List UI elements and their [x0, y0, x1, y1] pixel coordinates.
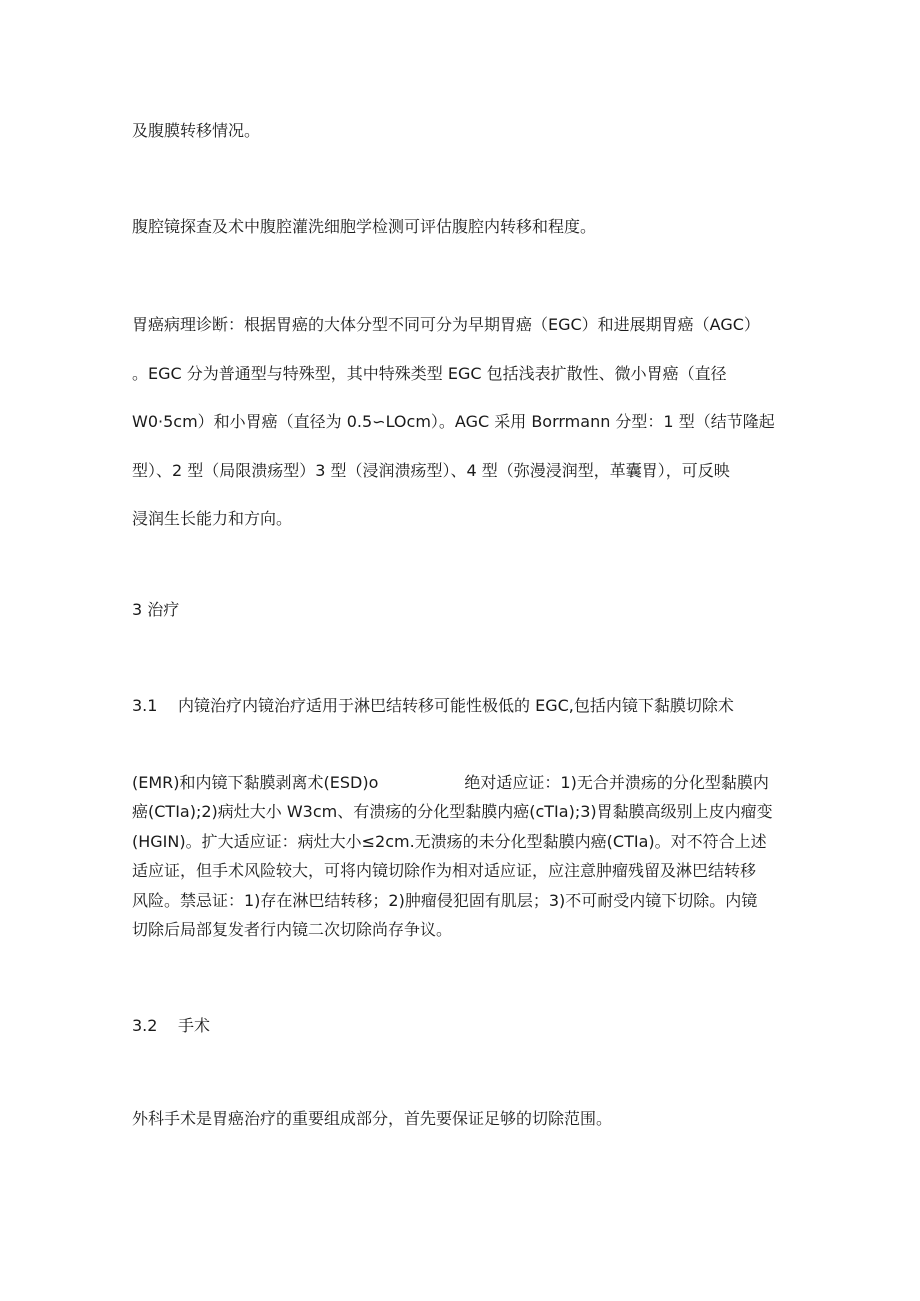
- paragraph-endoscopic-indications: [132, 771, 773, 947]
- text-line: 风险。禁忌证：1)存在淋巴结转移；2)肿瘤侵犯固有肌层；3)不可耐受内镜下切除。内镜: [132, 890, 758, 910]
- text-line: 胃癌病理诊断：根据胃癌的大体分型不同可分为早期胃癌（EGC）和进展期胃癌（AGC）: [132, 315, 760, 334]
- text-line: 适应证，但手术风险较大，可将内镜切除作为相对适应证，应注意肿瘤残留及淋巴结转移: [132, 861, 757, 881]
- text-line: [132, 771, 773, 800]
- text-segment: 绝对适应证：1)无合并溃疡的分化型黏膜内: [464, 773, 769, 792]
- text-segment: (EMR)和内镜下黏膜剥离术(ESD)o: [132, 773, 379, 792]
- section-number: 3.1: [132, 696, 158, 715]
- text-line: 切除后局部复发者行内镜二次切除尚存争议。: [132, 919, 453, 939]
- paragraph-surgery: 外科手术是胃癌治疗的重要组成部分，首先要保证足够的切除范围。: [132, 1109, 613, 1128]
- section-text: 手术: [178, 1016, 211, 1035]
- text-line: W0·5cm）和小胃癌（直径为 0.5∽LOcm）。AGC 采用 Borrmann 分型：1 型（结节隆起: [132, 412, 775, 432]
- section-heading-endoscopic-treatment: [132, 693, 734, 716]
- text-line: (HGIN)。扩大适应证：病灶大小≤2cm.无溃疡的未分化型黏膜内癌(CTIa)。对不符合上述: [132, 831, 767, 851]
- section-text: 内镜治疗内镜治疗适用于淋巴结转移可能性极低的 EGC,包括内镜下黏膜切除术: [178, 696, 734, 715]
- section-number: 3.2: [132, 1016, 158, 1035]
- text-line: 型）、2 型（局限溃疡型）3 型（浸润溃疡型）、4 型（弥漫浸润型，革囊胃），可反映: [132, 460, 730, 480]
- section-heading-treatment: 3 治疗: [132, 600, 180, 619]
- paragraph-laparoscopy: 腹腔镜探查及术中腹腔灌洗细胞学检测可评估腹腔内转移和程度。: [132, 217, 597, 236]
- text-line: 。EGC 分为普通型与特殊型，其中特殊类型 EGC 包括浅表扩散性、微小胃癌（直径: [132, 363, 727, 383]
- paragraph-peritoneal-metastasis: 及腹膜转移情况。: [132, 121, 261, 140]
- text-line: 浸润生长能力和方向。: [132, 509, 293, 529]
- section-heading-surgery: [132, 1013, 210, 1036]
- paragraph-pathology-diagnosis: [132, 313, 775, 556]
- text-line: 癌(CTIa);2)病灶大小 W3cm、有溃疡的分化型黏膜内癌(cTIa);3)胃黏膜高级别上皮内瘤变: [132, 802, 773, 822]
